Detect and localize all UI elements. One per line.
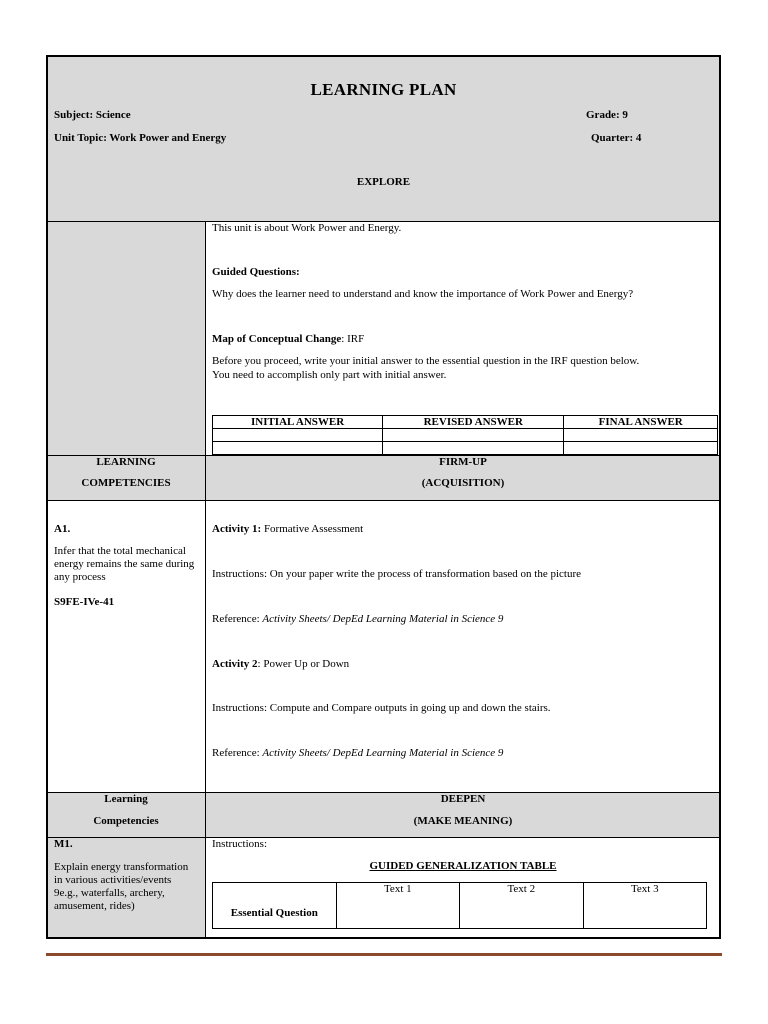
divider (47, 837, 720, 838)
reference-text: Activity Sheets/ DepEd Learning Material in Science 9 (262, 747, 504, 759)
deepen-subtitle: (MAKE MEANING) (413, 815, 513, 827)
competency-ref-code: S9FE-IVe-41 (54, 596, 115, 608)
text1-column: Text 1 (336, 883, 459, 929)
irf-cell[interactable] (383, 429, 564, 442)
irf-cell[interactable] (213, 429, 383, 442)
guided-question-text: Why does the learner need to understand and know the importance of Work Power and Energy? (212, 288, 634, 300)
reference-label: Reference: (212, 747, 263, 759)
irf-instruction-line2: You need to accomplish only part with initial answer. (212, 369, 447, 381)
activity1-title: Formative Assessment (261, 523, 364, 535)
deepen-lc-line2: Competencies (93, 815, 159, 827)
deepen-lc-line1: Learning (104, 793, 148, 805)
activity1-reference (212, 613, 503, 626)
competency-code-a1: A1. (54, 523, 71, 535)
guided-generalization-table (212, 882, 707, 929)
activity2-label: Activity 2 (212, 658, 258, 670)
activity2-reference (212, 747, 503, 760)
grade-label: Grade: 9 (586, 109, 628, 121)
activity1-heading (212, 523, 363, 536)
explore-intro: This unit is about Work Power and Energy. (212, 222, 402, 234)
irf-table (212, 415, 718, 455)
irf-header-initial: INITIAL ANSWER (213, 416, 383, 429)
subject-label: Subject: Science (54, 109, 131, 121)
deepen-instructions: Instructions: (212, 838, 267, 850)
column-divider (205, 221, 206, 938)
reference-text: Activity Sheets/ DepEd Learning Material in Science 9 (262, 613, 504, 625)
activity1-instructions: Instructions: On your paper write the process of transformation based on the picture (212, 568, 582, 580)
activity2-heading (212, 658, 349, 671)
section-explore: EXPLORE (356, 176, 411, 188)
irf-cell[interactable] (564, 442, 718, 455)
irf-cell[interactable] (383, 442, 564, 455)
deepen-title: DEEPEN (440, 793, 486, 805)
text2-column: Text 2 (460, 883, 583, 929)
map-value: : IRF (341, 333, 365, 345)
guided-questions-label: Guided Questions: (212, 266, 300, 278)
irf-header-revised: REVISED ANSWER (383, 416, 564, 429)
guided-generalization-title: GUIDED GENERALIZATION TABLE (369, 860, 557, 872)
text3-column: Text 3 (583, 883, 706, 929)
irf-header-final: FINAL ANSWER (564, 416, 718, 429)
firmup-lc-line1: LEARNING (96, 456, 156, 468)
divider (47, 500, 720, 501)
unit-topic-label: Unit Topic: Work Power and Energy (54, 132, 227, 144)
irf-instruction-line1: Before you proceed, write your initial answer to the essential question in the IRF question below. (212, 355, 640, 367)
irf-cell[interactable] (564, 429, 718, 442)
quarter-label: Quarter: 4 (591, 132, 642, 144)
firmup-lc-line2: COMPETENCIES (81, 477, 171, 489)
map-label: Map of Conceptual Change (212, 333, 342, 345)
footer-rule (46, 953, 722, 956)
competency-text-a1: Infer that the total mechanical energy remains the same during any process (54, 545, 195, 583)
competency-code-m1: M1. (54, 838, 73, 850)
competency-text-m1: Explain energy transformation in various activities/events 9e.g., waterfalls, archery, amusement, rides) (54, 861, 189, 912)
essential-question-label (213, 883, 337, 929)
firmup-subtitle: (ACQUISITION) (421, 477, 505, 489)
page-title: LEARNING PLAN (310, 80, 457, 99)
irf-cell[interactable] (213, 442, 383, 455)
map-of-conceptual-change (212, 333, 364, 346)
activity2-instructions: Instructions: Compute and Compare outputs in going up and down the stairs. (212, 702, 551, 714)
essential-question-text: Essential Question (230, 907, 318, 919)
activity2-title: : Power Up or Down (257, 658, 350, 670)
firmup-title: FIRM-UP (439, 456, 487, 468)
reference-label: Reference: (212, 613, 263, 625)
activity1-label: Activity 1: (212, 523, 262, 535)
